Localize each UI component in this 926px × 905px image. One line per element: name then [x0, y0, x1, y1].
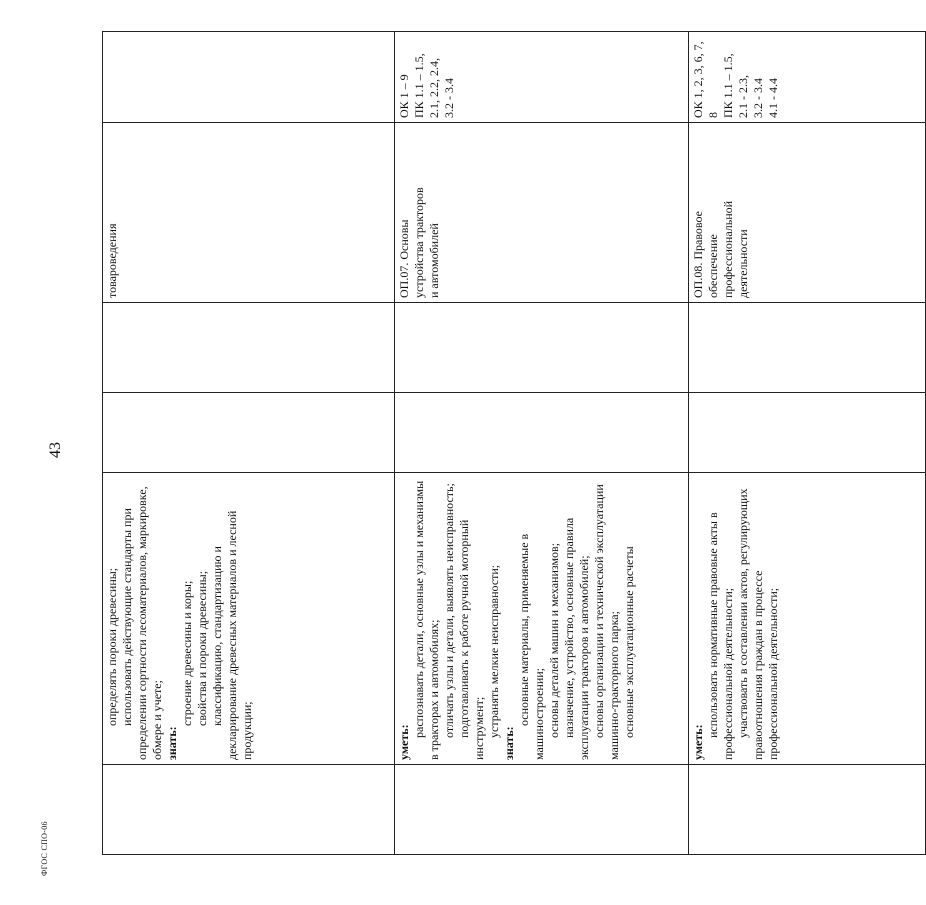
discipline-line: товароведения: [105, 223, 119, 298]
discipline-line: профессиональной: [721, 200, 735, 298]
skills-knowledge-cell: [103, 473, 395, 765]
competencies-cell: [395, 32, 689, 123]
competency-line: 2.1 - 2.3,: [736, 75, 750, 118]
discipline-line: деятельности: [736, 229, 750, 298]
skills-knowledge-line: классификацию, стандартизацию и: [210, 546, 224, 726]
competency-line: ОК 1 – 9: [397, 74, 411, 118]
skills-knowledge-line: использовать нормативные правовые акты в: [706, 512, 720, 738]
skills-knowledge-cell: [395, 473, 689, 765]
skills-knowledge-line: подготавливать к работе ручной моторный: [457, 519, 471, 738]
skills-knowledge-cell: [689, 473, 926, 765]
skills-knowledge-line: знать:: [502, 726, 516, 760]
skills-knowledge-line: использовать действующие стандарты при: [120, 508, 134, 726]
discipline-line: ОП.08. Правовое: [691, 211, 705, 298]
skills-knowledge-line: участвовать в составлении актов, регулирующих: [736, 488, 750, 738]
hours-mandatory-cell: [689, 303, 926, 393]
skills-knowledge-line: свойства и пороки древесины;: [195, 570, 209, 726]
discipline-line: ОП.07. Основы: [397, 219, 411, 298]
competency-line: ПК 1.1 – 1.5,: [721, 53, 735, 118]
competency-line: 3.2 - 3.4: [442, 78, 456, 118]
index-cell: [689, 765, 926, 855]
skills-knowledge-line: профессиональной деятельности;: [721, 587, 735, 760]
table-row: [689, 32, 926, 855]
skills-knowledge-line: машинно-тракторного парка;: [607, 611, 621, 760]
table-row: [103, 32, 395, 855]
page-number: 43: [47, 442, 64, 458]
skills-knowledge-line: устранять мелкие неисправности;: [487, 564, 501, 738]
index-cell: [103, 765, 395, 855]
competency-line: 4.1 - 4.4: [766, 78, 780, 118]
skills-knowledge-line: машиностроении;: [532, 667, 546, 760]
skills-knowledge-line: строение древесины и коры;: [180, 580, 194, 726]
skills-knowledge-line: основы деталей машин и механизмов;: [547, 542, 561, 738]
skills-knowledge-line: продукции;: [240, 701, 254, 760]
skills-knowledge-line: знать:: [165, 726, 179, 760]
skills-knowledge-line: отличать узлы и детали, выявлять неисправность;: [442, 483, 456, 738]
hours-mandatory-cell: [103, 303, 395, 393]
skills-knowledge-line: определении сортности лесоматериалов, маркировке,: [135, 486, 149, 760]
skills-knowledge-line: назначение, устройство, основные правила: [562, 517, 576, 738]
skills-knowledge-line: эксплуатации тракторов и автомобилей;: [577, 555, 591, 760]
skills-knowledge-line: в тракторах и автомобилях;: [427, 619, 441, 760]
footer-code: ФГОС СПО-06: [40, 821, 49, 876]
discipline-line: обеспечение: [706, 234, 720, 298]
skills-knowledge-line: определять пороки древесины;: [105, 567, 119, 726]
curriculum-table: [102, 31, 926, 855]
discipline-line: и автомобилей: [427, 223, 441, 298]
competency-line: 8: [706, 112, 720, 118]
skills-knowledge-line: уметь:: [397, 724, 411, 760]
hours-total-cell: [395, 393, 689, 473]
hours-total-cell: [103, 393, 395, 473]
competency-line: 2.1, 2.2, 2.4,: [427, 58, 441, 118]
hours-mandatory-cell: [395, 303, 689, 393]
competencies-cell: [103, 32, 395, 123]
index-cell: [395, 765, 689, 855]
skills-knowledge-line: основы организации и технической эксплуатации: [592, 484, 606, 738]
discipline-cell: [395, 123, 689, 303]
skills-knowledge-line: основные эксплуатационные расчеты: [622, 546, 636, 738]
competencies-cell: [689, 32, 926, 123]
competency-line: ОК 1, 2, 3, 6, 7,: [691, 41, 705, 118]
skills-knowledge-line: распознавать детали, основные узлы и механизмы: [412, 480, 426, 738]
table-row: [395, 32, 689, 855]
discipline-line: устройства тракторов: [412, 187, 426, 298]
discipline-cell: [689, 123, 926, 303]
skills-knowledge-line: инструмент;: [472, 696, 486, 760]
competency-line: 3.2 - 3.4: [751, 78, 765, 118]
skills-knowledge-line: декларирование древесных материалов и лесной: [225, 510, 239, 760]
skills-knowledge-line: профессиональной деятельности;: [766, 587, 780, 760]
skills-knowledge-line: обмере и учете;: [150, 680, 164, 760]
skills-knowledge-line: уметь:: [691, 724, 705, 760]
skills-knowledge-line: правоотношения граждан в процессе: [751, 570, 765, 760]
hours-total-cell: [689, 393, 926, 473]
skills-knowledge-line: основные материалы, применяемые в: [517, 533, 531, 726]
discipline-cell: [103, 123, 395, 303]
curriculum-table-frame: [102, 32, 780, 855]
competency-line: ПК 1.1 – 1.5,: [412, 53, 426, 118]
